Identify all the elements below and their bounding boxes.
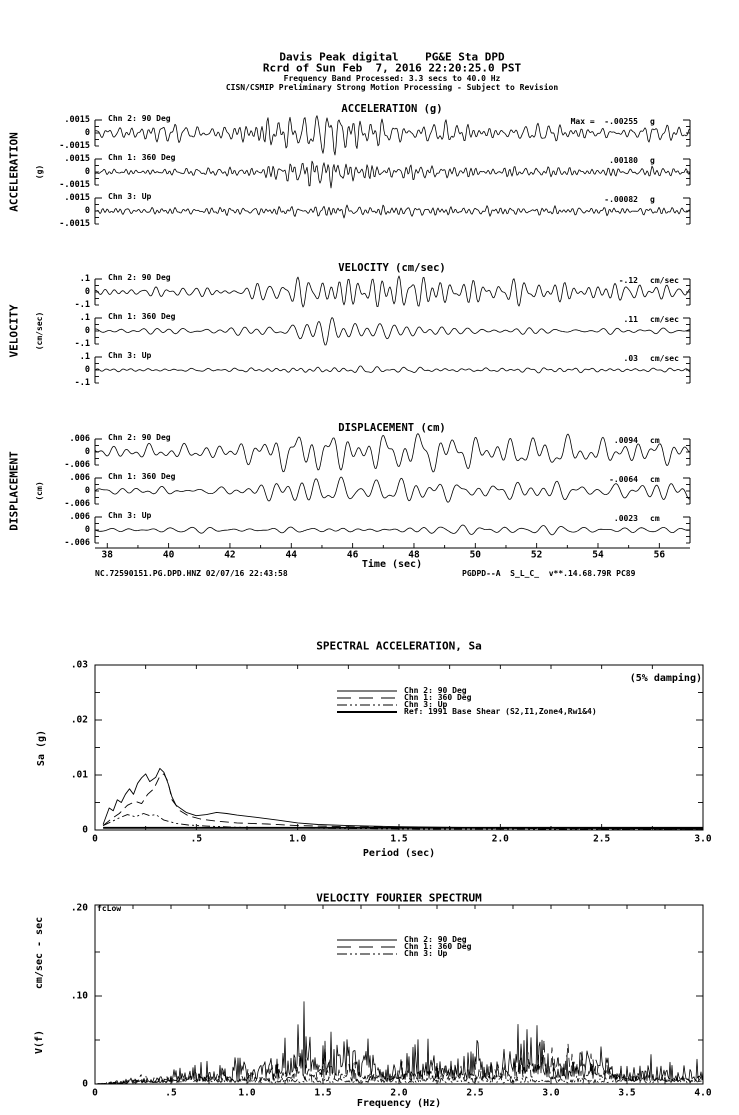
y-tick-label: 0 [84, 524, 90, 535]
x-tick-label: 2.0 [390, 1087, 408, 1099]
y-tick-label: .006 [69, 472, 90, 483]
fourier-plot-title: VELOCITY FOURIER SPECTRUM [316, 891, 482, 905]
time-tick-label: 46 [346, 549, 359, 561]
channel-label: Chn 3: Up [108, 511, 152, 520]
station-title: Davis Peak digital PG&E Sta DPD [279, 50, 505, 64]
x-tick-label: 1.0 [238, 1087, 256, 1099]
y-tick-label: .0015 [64, 192, 90, 203]
time-tick-label: 40 [162, 549, 175, 561]
fourier-x-axis-label: Frequency (Hz) [356, 1098, 442, 1109]
legend-label: Chn 2: 90 Deg [404, 686, 467, 695]
y-tick-label: .1 [79, 351, 90, 362]
max-value: -.00082 [604, 195, 638, 204]
legend-label: Chn 3: Up [404, 949, 448, 958]
y-tick-label: 0 [84, 127, 90, 138]
time-tick-label: 56 [653, 549, 666, 561]
side-axis-unit: (cm/sec) [35, 311, 44, 351]
y-tick-label: .1 [79, 273, 90, 284]
max-value: .0023 [613, 514, 638, 523]
y-tick-label: .02 [70, 714, 88, 726]
x-tick-label: .5 [165, 1087, 177, 1099]
y-tick-label: -.006 [64, 537, 90, 548]
y-tick-label: -.0015 [59, 179, 90, 190]
legend-label: Chn 2: 90 Deg [404, 935, 467, 944]
y-tick-label: .0015 [64, 114, 90, 125]
y-tick-label: -.0015 [59, 218, 90, 229]
x-tick-label: 2.5 [593, 833, 611, 845]
y-tick-label: -.006 [64, 498, 90, 509]
legend-label: Chn 3: Up [404, 700, 448, 709]
x-tick-label: 2.5 [466, 1087, 484, 1099]
max-value: Max = -.00255 [570, 117, 638, 126]
channel-label: Chn 1: 360 Deg [108, 472, 176, 481]
channel-label: Chn 1: 360 Deg [108, 153, 176, 162]
legend-label: Chn 1: 360 Deg [404, 693, 472, 702]
y-tick-label: 0 [82, 824, 88, 836]
max-value: -.0064 [609, 475, 638, 484]
y-tick-label: .006 [69, 433, 90, 444]
max-value: .03 [623, 354, 638, 363]
x-tick-label: .5 [190, 833, 203, 845]
fourier-y-axis-label: V(f) [34, 1029, 45, 1055]
record-id-footer: NC.72590151.PG.DPD.HNZ 02/07/16 22:43:58 [95, 569, 288, 578]
max-unit: cm/sec [650, 276, 679, 285]
max-unit: cm [650, 475, 660, 484]
time-axis-label: Time (sec) [361, 559, 423, 570]
max-unit: cm [650, 514, 660, 523]
y-tick-label: 0 [84, 325, 90, 336]
damping-note: (5% damping) [629, 673, 702, 684]
x-tick-label: 3.5 [618, 1087, 636, 1099]
max-value: .11 [623, 315, 638, 324]
y-tick-label: .01 [70, 769, 88, 781]
y-tick-label: 0 [84, 485, 90, 496]
version-footer: PGDPD--A S_L_C_ v**.14.68.79R PC89 [462, 569, 636, 578]
max-unit: g [650, 195, 655, 204]
legend-label: Chn 1: 360 Deg [404, 942, 472, 951]
y-tick-label: -.1 [74, 338, 90, 349]
max-value: .0094 [613, 436, 638, 445]
y-tick-label: 0 [82, 1078, 88, 1090]
x-tick-label: 1.0 [289, 833, 307, 845]
group-title: VELOCITY (cm/sec) [338, 261, 446, 274]
channel-label: Chn 2: 90 Deg [108, 273, 171, 282]
x-tick-label: 0 [92, 1087, 98, 1099]
y-tick-label: -.1 [74, 299, 90, 310]
side-axis-label: ACCELERATION [7, 132, 21, 212]
x-tick-label: 3.0 [694, 833, 712, 845]
time-tick-label: 44 [285, 549, 298, 561]
processing-note: CISN/CSMIP Preliminary Strong Motion Processing - Subject to Revision [225, 83, 559, 92]
time-tick-label: 38 [101, 549, 113, 561]
side-axis-unit: (cm) [35, 481, 44, 501]
channel-label: Chn 3: Up [108, 351, 152, 360]
channel-label: Chn 1: 360 Deg [108, 312, 176, 321]
y-tick-label: 0 [84, 205, 90, 216]
frequency-band-note: Frequency Band Processed: 3.3 secs to 40.0 Hz [283, 74, 501, 83]
x-tick-label: 1.5 [390, 833, 408, 845]
y-tick-label: 0 [84, 446, 90, 457]
y-tick-label: .03 [70, 659, 88, 671]
y-tick-label: .20 [70, 902, 88, 914]
max-value: -.12 [618, 276, 638, 285]
sa-x-axis-label: Period (sec) [362, 848, 436, 859]
y-tick-label: .006 [69, 511, 90, 522]
max-unit: cm [650, 436, 660, 445]
y-tick-label: .1 [79, 312, 90, 323]
fourier-y-unit-label: cm/sec - sec [34, 916, 45, 990]
time-tick-label: 48 [408, 549, 420, 561]
max-value: .00180 [609, 156, 638, 165]
group-title: ACCELERATION (g) [341, 102, 443, 115]
y-tick-label: -.006 [64, 459, 90, 470]
y-tick-label: 0 [84, 364, 90, 375]
time-tick-label: 54 [592, 549, 604, 561]
time-tick-label: 50 [469, 549, 482, 561]
time-tick-label: 42 [224, 549, 236, 561]
record-datetime: Rcrd of Sun Feb 7, 2016 22:20:25.0 PST [262, 61, 522, 75]
channel-label: Chn 3: Up [108, 192, 152, 201]
side-axis-unit: (g) [35, 164, 44, 180]
y-tick-label: -.1 [74, 377, 90, 388]
sa-plot-title: SPECTRAL ACCELERATION, Sa [316, 639, 482, 653]
x-tick-label: 2.0 [491, 833, 509, 845]
max-unit: cm/sec [650, 354, 679, 363]
x-tick-label: 1.5 [314, 1087, 332, 1099]
side-axis-label: DISPLACEMENT [7, 451, 21, 531]
y-tick-label: -.0015 [59, 140, 90, 151]
channel-label: Chn 2: 90 Deg [108, 433, 171, 442]
max-unit: g [650, 117, 655, 126]
time-tick-label: 52 [530, 549, 543, 561]
channel-label: Chn 2: 90 Deg [108, 114, 171, 123]
y-tick-label: .10 [70, 990, 88, 1002]
sa-y-axis-label: Sa (g) [36, 729, 47, 767]
x-tick-label: 0 [92, 833, 98, 845]
side-axis-label: VELOCITY [7, 304, 21, 358]
x-tick-label: 4.0 [694, 1087, 712, 1099]
fclow-annotation: fcLow [97, 904, 122, 913]
max-unit: g [650, 156, 655, 165]
y-tick-label: 0 [84, 166, 90, 177]
x-tick-label: 3.0 [542, 1087, 560, 1099]
y-tick-label: 0 [84, 286, 90, 297]
group-title: DISPLACEMENT (cm) [338, 421, 446, 434]
max-unit: cm/sec [650, 315, 679, 324]
legend-label: Ref: 1991 Base Shear (S2,I1,Zone4,Rw1&4) [404, 707, 597, 716]
y-tick-label: .0015 [64, 153, 90, 164]
